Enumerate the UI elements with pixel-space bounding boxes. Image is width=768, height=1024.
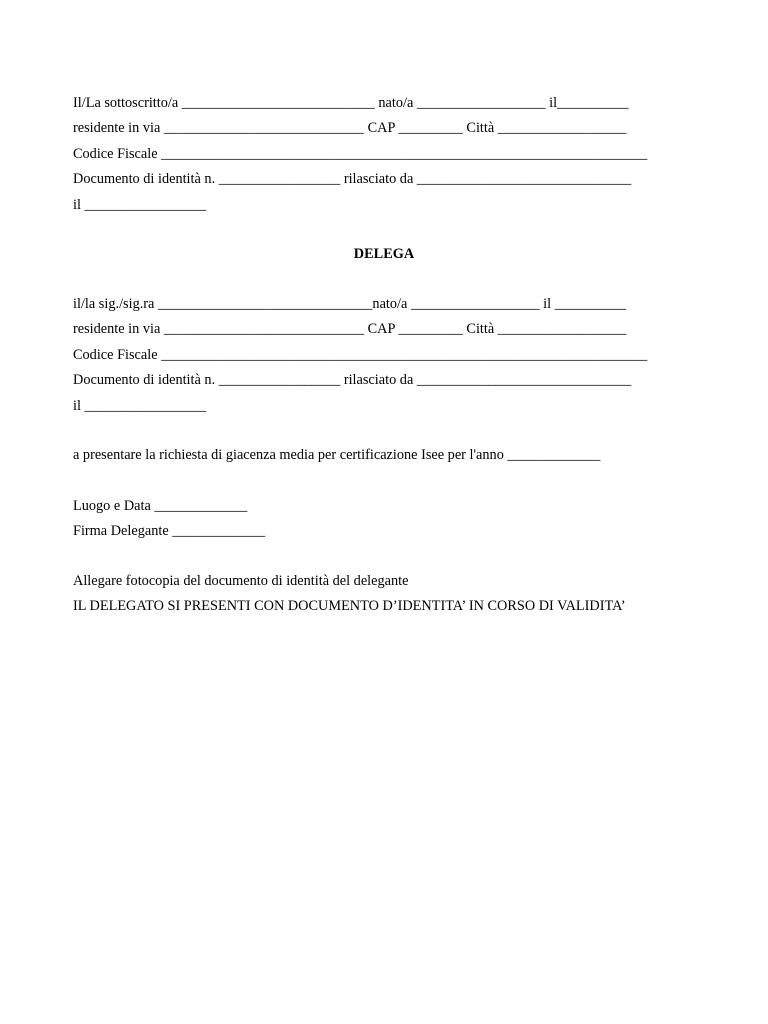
delegante-name-line: Il/La sottoscritto/a ___________________________ nato/a __________________ il__________ — [73, 95, 629, 111]
delegato-document-line: Documento di identità n. _________________ rilasciato da ______________________________ — [73, 372, 632, 388]
delegato-name-line: il/la sig./sig.ra ______________________________nato/a __________________ il __________ — [73, 296, 627, 312]
request-line: a presentare la richiesta di giacenza media per certificazione Isee per l'anno _____________ — [73, 447, 601, 463]
delegante-fiscal-code-line: Codice Fiscale ____________________________________________________________________ — [73, 146, 648, 162]
delegato-date-line: il _________________ — [73, 398, 207, 414]
signature-line: Firma Delegante _____________ — [73, 523, 266, 539]
validity-note: IL DELEGATO SI PRESENTI CON DOCUMENTO D’IDENTITA’ IN CORSO DI VALIDITA’ — [73, 598, 626, 614]
attachment-note: Allegare fotocopia del documento di identità del delegante — [73, 573, 409, 589]
delegante-document-line: Documento di identità n. _________________ rilasciato da ______________________________ — [73, 171, 632, 187]
page-title: DELEGA — [353, 246, 415, 262]
delegato-address-line: residente in via ____________________________ CAP _________ Città __________________ — [73, 321, 627, 337]
place-date-line: Luogo e Data _____________ — [73, 498, 248, 514]
delegante-date-line: il _________________ — [73, 197, 207, 213]
delegato-fiscal-code-line: Codice Fiscale ____________________________________________________________________ — [73, 347, 648, 363]
delegante-address-line: residente in via ____________________________ CAP _________ Città __________________ — [73, 120, 627, 136]
